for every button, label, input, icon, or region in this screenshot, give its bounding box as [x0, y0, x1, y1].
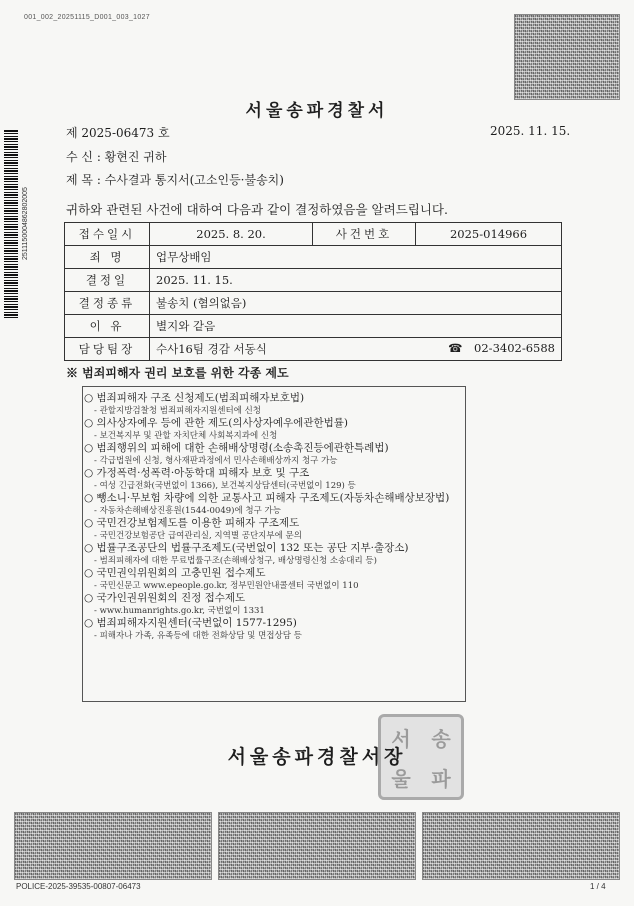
list-item [84, 417, 464, 442]
document-id: 001_002_20251115_D001_003_1027 [24, 14, 150, 21]
charge: 업무상배임 [150, 246, 562, 269]
item-title: ○ 법률구조공단의 법률구조제도(국번없이 132 또는 공단 지부·출장소) [84, 542, 409, 554]
reason: 별지와 같음 [150, 315, 562, 338]
charge-label: 죄 명 [65, 246, 150, 269]
officer: 수사16팀 경감 서동식 [156, 342, 267, 356]
item-title: ○ 뺑소니·무보험 차량에 의한 교통사고 피해자 구조제도(자동차손해배상보장법) [84, 492, 450, 504]
item-sub: - www.humanrights.go.kr, 국번없이 1331 [94, 606, 265, 616]
item-title: ○ 범죄행위의 피해에 대한 손해배상명령(소송촉진등에관한특례법) [84, 442, 389, 454]
item-sub: - 국민건강보험공단 급여관리실, 지역별 공단지부에 문의 [94, 531, 302, 541]
list-item [84, 542, 464, 567]
decision-date: 2025. 11. 15. [150, 269, 562, 292]
case-no: 2025-014966 [416, 223, 562, 246]
list-item [84, 567, 464, 592]
section-title: ※ 범죄피해자 권리 보호를 위한 각종 제도 [66, 366, 289, 380]
doc-date: 2025. 11. 15. [490, 124, 571, 138]
item-sub: - 관할지방검찰청 범죄피해자지원센터에 신청 [94, 406, 261, 416]
table-row [65, 223, 562, 246]
list-item [84, 392, 464, 417]
qr-code-top [514, 14, 620, 100]
agency-title: 서울송파경찰서 [245, 101, 389, 121]
item-title: ○ 범죄피해자 구조 신청제도(범죄피해자보호법) [84, 392, 305, 404]
table-row [65, 338, 562, 361]
signer: 서울송파경찰서장 [227, 746, 407, 768]
phone-group [448, 341, 555, 355]
subject: 제 목 : 수사결과 통지서(고소인등·불송치) [66, 173, 284, 187]
list-item [84, 492, 464, 517]
list-item [84, 617, 464, 642]
officer-label: 담당팀장 [65, 338, 150, 361]
item-sub: - 피해자나 가족, 유족등에 대한 전화상담 및 면접상담 등 [94, 631, 302, 641]
footer-code: POLICE-2025-39535-00807-06473 [16, 882, 141, 891]
table-row [65, 269, 562, 292]
item-title: ○ 국민건강보험제도를 이용한 피해자 구조제도 [84, 517, 300, 529]
item-title: ○ 의사상자예우 등에 관한 제도(의사상자예우에관한법률) [84, 417, 348, 429]
list-item [84, 467, 464, 492]
rights-list [84, 392, 464, 642]
table-row [65, 246, 562, 269]
item-sub: - 각급법원에 신청, 형사재판과정에서 민사손해배상까지 청구 가능 [94, 456, 338, 466]
decision-date-label: 결정일 [65, 269, 150, 292]
item-title: ○ 국가인권위원회의 진정 접수제도 [84, 592, 246, 604]
received-date-label: 접수일시 [65, 223, 150, 246]
recipient: 수 신 : 황현진 귀하 [66, 150, 167, 164]
case-no-label: 사건번호 [313, 223, 416, 246]
doc-number: 제 2025-06473 호 [66, 126, 170, 140]
intro-text: 귀하와 관련된 사건에 대하여 다음과 같이 결정하였음을 알려드립니다. [66, 202, 448, 217]
qr-code-bottom-1 [14, 812, 212, 880]
phone-number: 02-3402-6588 [474, 341, 555, 355]
item-title: ○ 가정폭력·성폭력·아동학대 피해자 보호 및 구조 [84, 467, 310, 479]
qr-code-bottom-2 [218, 812, 416, 880]
item-sub: - 여성 긴급전화(국번없이 1366), 보건복지상담센터(국번없이 129) 등 [94, 481, 356, 491]
officer-cell [150, 338, 562, 361]
reason-label: 이 유 [65, 315, 150, 338]
received-date: 2025. 8. 20. [150, 223, 313, 246]
table-row [65, 292, 562, 315]
page-number: 1 / 4 [590, 882, 606, 891]
item-sub: - 자동차손해배상진흥원(1544-0049)에 청구 가능 [94, 506, 281, 516]
list-item [84, 592, 464, 617]
item-sub: - 보건복지부 및 관할 자치단체 사회복지과에 신청 [94, 431, 278, 441]
item-sub: - 범죄피해자에 대한 무료법률구조(손해배상청구, 배상명령신청 소송대리 등) [94, 556, 377, 566]
list-item [84, 517, 464, 542]
case-info-table [64, 222, 562, 361]
item-title: ○ 국민권익위원회의 고충민원 접수제도 [84, 567, 266, 579]
barcode-number: 2511150004862802005 [22, 187, 29, 261]
official-seal: 서 송 울 파 [378, 714, 464, 800]
list-item [84, 442, 464, 467]
qr-code-bottom-3 [422, 812, 620, 880]
item-sub: - 국민신문고 www.epeople.go.kr, 정부민원안내콜센터 국번없이 110 [94, 581, 359, 591]
decision-type-label: 결정종류 [65, 292, 150, 315]
phone-icon: ☎ [448, 341, 463, 355]
decision-type: 불송치 (혐의없음) [150, 292, 562, 315]
item-title: ○ 범죄피해자지원센터(국번없이 1577-1295) [84, 617, 297, 629]
side-barcode [4, 130, 18, 318]
table-row [65, 315, 562, 338]
